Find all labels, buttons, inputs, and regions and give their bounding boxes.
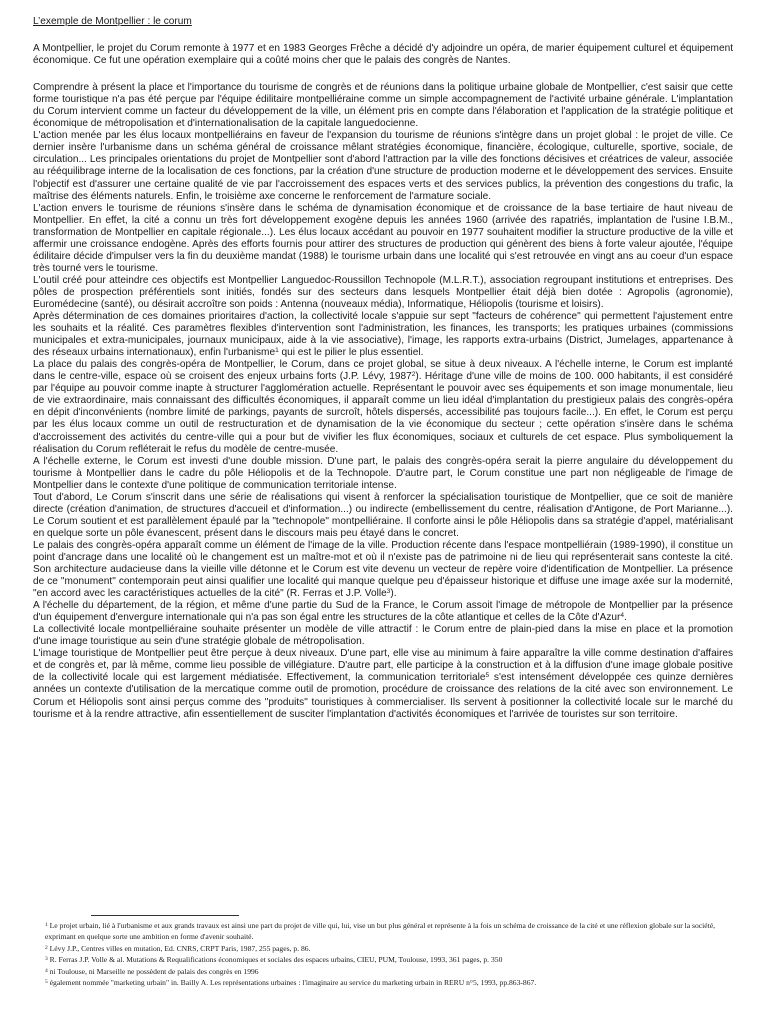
paragraph-12-tail: s'est intensément développée ces quinze dernières années un contexte d'utilisation de la mercatique comme outil de promotion, procédure de croissance des relations de la cité avec son environnement. Le Corum et Héliopolis sont ainsi perçus comme des "produits" touristiques à commercialiser. Ils servent à positionner la collectivité locale sur le marché du tourisme et à la rendre attractive, afin essentiellement de susciter l'implantation d'activités économiques et l'arrivée de touristes sur son territoire.	[33, 672, 734, 720]
footnote-text: également nommée "marketing urbain" in. Bailly A. Les représentations urbaines : l'imaginaire au service du marketing urbain in RERU n°5, 1993, pp.863-867.	[47, 978, 537, 988]
paragraph-9	[33, 540, 733, 600]
paragraph-6-text: La place du palais des congrès-opéra de Montpellier, le Corum, dans ce projet global, se situe à deux niveaux. A l'échelle interne, le Corum est implanté dans le centre-ville, espace où se croisent des enjeux urbains forts (J.P. Lévy, 1987	[33, 359, 733, 383]
footnote-number: 1	[45, 922, 48, 928]
footnote-4	[33, 966, 733, 977]
footnote-number: 5	[45, 979, 48, 986]
footnote-separator	[91, 915, 239, 916]
intro-paragraph: A Montpellier, le projet du Corum remonte à 1977 et en 1983 Georges Frêche a décidé d'y adjoindre un opéra, de marier équipement culturel et équipement économique. Ce fut une opération exemplaire qui a coûté moins cher que le palais des congrès de Nantes.	[33, 43, 733, 67]
document-title: L’exemple de Montpellier : le corum	[33, 16, 192, 27]
footnote-5	[33, 977, 733, 988]
footnote-number: 2	[45, 944, 48, 951]
paragraph-6-tail: ). Héritage d'une ville de moins de 100. 000 habitants, il est considéré par l'équipe au pouvoir comme inapte à structurer l'agglomération actuelle. Représentant le pouvoir avec ses équipements et son image monumentale, lieu de vie extraordinaire, mais connaissant des difficultés économiques, il apparaît comme un lieu idéal d'implantation du prestigieux palais des congrès-opéra en dépit d'inconvénients (nombre limité de parkings, payants de surcroît, hôtels dispersés, accessibilité pas toujours facile...). En effet, le Corum est perçu par les élus locaux comme un outil de restructuration et de dynamisation de la vie économique du secteur ; cette opération s'insère dans le schéma d'accroissement des activités du centre-ville qui a pour but de vivifier les flux économiques, sociaux et culturels de cet espace. Plus symboliquement la réalisation du Corum refléterait le refus du modèle de centre-musée.	[33, 371, 734, 455]
paragraph-12	[33, 648, 733, 720]
footnote-number: 4	[45, 967, 48, 974]
paragraph-2: L'action menée par les élus locaux montpelliérains en faveur de l'expansion du tourisme de réunions s'intègre dans un projet global : le projet de ville. Ce dernier insère l'urbanisme dans un schéma général de croissance mêlant stratégies économique, financière, écologique, culturelle, sportive, sociale, de circulation... Les principales orientations du projet de Montpellier sont d'abord l'attraction par la ville des fonctions décisives et créatrices de valeur, associée au rééquilibrage interne de la localisation de ces fonctions, par la création d'une structure de production moderne et le développement des services. Ensuite l'objectif est d'assurer une certaine qualité de vie par l'accroissement des espaces verts et des services publics, la prévention des congestions du trafic, la maîtrise des éléments naturels. Enfin, le troisième axe concerne le renforcement de l'armature sociale.	[33, 130, 733, 202]
document-body	[33, 16, 733, 721]
footnote-text: Lévy J.P., Centres villes en mutation, Ed. CNRS, CRPT Paris, 1987, 255 pages, p. 86.	[47, 943, 311, 953]
footnote-2	[33, 943, 733, 954]
paragraph-1: Comprendre à présent la place et l'importance du tourisme de congrès et de réunions dans la politique urbaine globale de Montpellier, c'est saisir que cette forme touristique n'a pas été perçue par l'équipe édilitaire montpelliéraine comme un simple accompagnement de l'activité urbaine générale. L'implantation du Corum intervient comme un facteur du développement de la ville, un élément pris en compte dans l'élaboration et l'application de la stratégie politique et économique de métropolisation et d'internationalisation de la capitale languedocienne.	[33, 82, 733, 130]
footnote-text: R. Ferras J.P. Volle & al. Mutations & Requalifications économiques et sociales des espaces urbains, CIEU, PUM, Toulouse, 1993, 361 pages, p. 350	[47, 955, 503, 965]
paragraph-12-text: L'image touristique de Montpellier peut être perçue à deux niveaux. D'une part, elle vise au minimum à faire apparaître la ville comme destination d'affaires et de congrès et, par là même, comme lieu possible de villégiature. D'autre part, elle participe à la construction et à la diffusion d'une image globale positive de la collectivité locale qui est largement médiatisée. Effectivement, la communication territoriale	[33, 648, 733, 684]
footnote-text: ni Toulouse, ni Marseille ne possèdent de palais des congrès en 1996	[47, 966, 259, 976]
paragraph-4: L'outil créé pour atteindre ces objectifs est Montpellier Languedoc-Roussillon Technopole (M.L.R.T.), association regroupant institutions et entreprises. Des pôles de prospection préférentiels sont initiés, fondés sur des secteurs dans lesquels Montpellier était déjà bien dotée : Agropolis (agronomie), Euromédecine (santé), ou désirait accroître son poids : Antenna (nouveaux média), Informatique, Héliopolis (tourisme et loisirs).	[33, 274, 733, 310]
paragraph-10-tail: .	[623, 612, 627, 624]
paragraph-5-text: Après détermination de ces domaines prioritaires d'action, la collectivité locale s'appuie sur sept "facteurs de cohérence" qui permettent l'ajustement entre les souhaits et la réalité. Ces paramètres flexibles d'intervention sont l'administration, les finances, les transports; les pratiques urbaines (commissions municipales et extra-municipales, journaux municipaux, aide à la vie associative), l'image, les rapports extra-urbains (District, Jumelages, appartenance à des réseaux urbains internationaux), enfin l'urbanisme	[33, 311, 733, 359]
footnote-ref-2[interactable]: 2	[411, 371, 416, 379]
footnote-3	[33, 954, 733, 965]
paragraph-9-tail: ).	[390, 588, 397, 600]
footnote-ref-3[interactable]: 3	[386, 588, 391, 596]
footnote-1	[33, 920, 733, 943]
footnote-text: Le projet urbain, lié à l'urbanisme et aux grands travaux est ainsi une part du projet de ville qui, lui, vise un but plus général et représente à la fois un schéma de croissance de la cité et une réflexion globale sur la société, exprimant en quelque sorte une ambition en forme d'avenir souhaité.	[45, 921, 716, 942]
footnote-ref-1[interactable]: 1	[275, 347, 279, 355]
footnote-number: 3	[45, 956, 48, 963]
paragraph-10-text: A l'échelle du département, de la région, et même d'une partie du Sud de la France, le Corum assoit l'image de métropole de Montpellier par la présence d'un équipement d'envergure internationale qui n'a pas son égal entre les structures de la côte atlantique et celles de la Côte d'Azur	[33, 600, 733, 624]
footnotes-section	[33, 915, 733, 988]
paragraph-7: A l'échelle externe, le Corum est investi d'une double mission. D'une part, le palais des congrès-opéra serait la pierre angulaire du développement du tourisme à Montpellier dans le cadre du pôle Héliopolis et de la Technopole. D'autre part, le Corum constitue une part non négligeable de l'image de Montpellier dans le contexte d'une politique de communication territoriale intense.	[33, 455, 733, 491]
paragraph-3: L'action envers le tourisme de réunions s'insère dans le schéma de dynamisation économique et de croissance de la base tertiaire de haut niveau de Montpellier. En effet, la cité a connu un très fort développement exogène depuis les années 1960 (arrivée des rapatriés, implantation de l'usine I.B.M., transformation de Montpellier en capitale régionale...). Les élus locaux accédant au pouvoir en 1977 souhaitent modifier la structure productive de la ville et affermir une croissance endogène. Après des efforts fournis pour attirer des structures de production qui génèrent des biens à forte valeur ajoutée, l'équipe édilitaire décide d'impulser vers la fin du deuxième mandat (1988) le tourisme urbain dans une localité qui s'est retrouvée en vingt ans au coeur d'un espace très tourné vers le tourisme.	[33, 202, 733, 274]
paragraph-11: La collectivité locale montpelliéraine souhaite présenter un modèle de ville attractif : le Corum entre de plain-pied dans la mise en place et la promotion d'une image touristique au sein d'une stratégie globale de métropolisation.	[33, 624, 733, 648]
paragraph-6	[33, 359, 733, 455]
footnote-ref-4[interactable]: 4	[620, 612, 624, 620]
footnote-ref-5[interactable]: 5	[485, 672, 490, 680]
paragraph-8: Tout d'abord, Le Corum s'inscrit dans une série de réalisations qui visent à renforcer la spécialisation touristique de Montpellier, que ce soit de manière directe (création d'animation, de structures d'accueil et d'information...) ou indirecte (embellissement du centre, réalisation d'Antigone, de Port Marianne...). Le Corum soutient et est parallèlement épaulé par la "technopole" montpelliéraine. Il conforte ainsi le pôle Héliopolis dans sa stratégie d'appel, matérialisant en quelque sorte un pôle évanescent, présent dans le discours mais peu étayé dans le concret.	[33, 491, 733, 539]
paragraph-5	[33, 311, 733, 359]
paragraph-10	[33, 600, 733, 624]
paragraph-5-tail: qui est le pilier le plus essentiel.	[278, 347, 424, 359]
paragraph-9-text: Le palais des congrès-opéra apparaît comme un élément de l'image de la ville. Production récente dans l'espace montpelliérain (1989-1990), il constitue un point d'ancrage dans une localité où le changement est un maître-mot et où il n'existe pas de patrimoine ni de lieu qui représenterait sans conteste la cité. Son architecture audacieuse dans la vieille ville détonne et le Corum est vite devenu un vecteur de repère voire d'identification de Montpellier. La présence de ce "monument" contemporain peut ainsi qualifier une localité qui manque quelque peu d'épaisseur historique et diffuse une image axée sur la modernité, "en accord avec les caractéristiques actuelles de la cité" (R. Ferras et J.P. Volle	[33, 539, 733, 600]
